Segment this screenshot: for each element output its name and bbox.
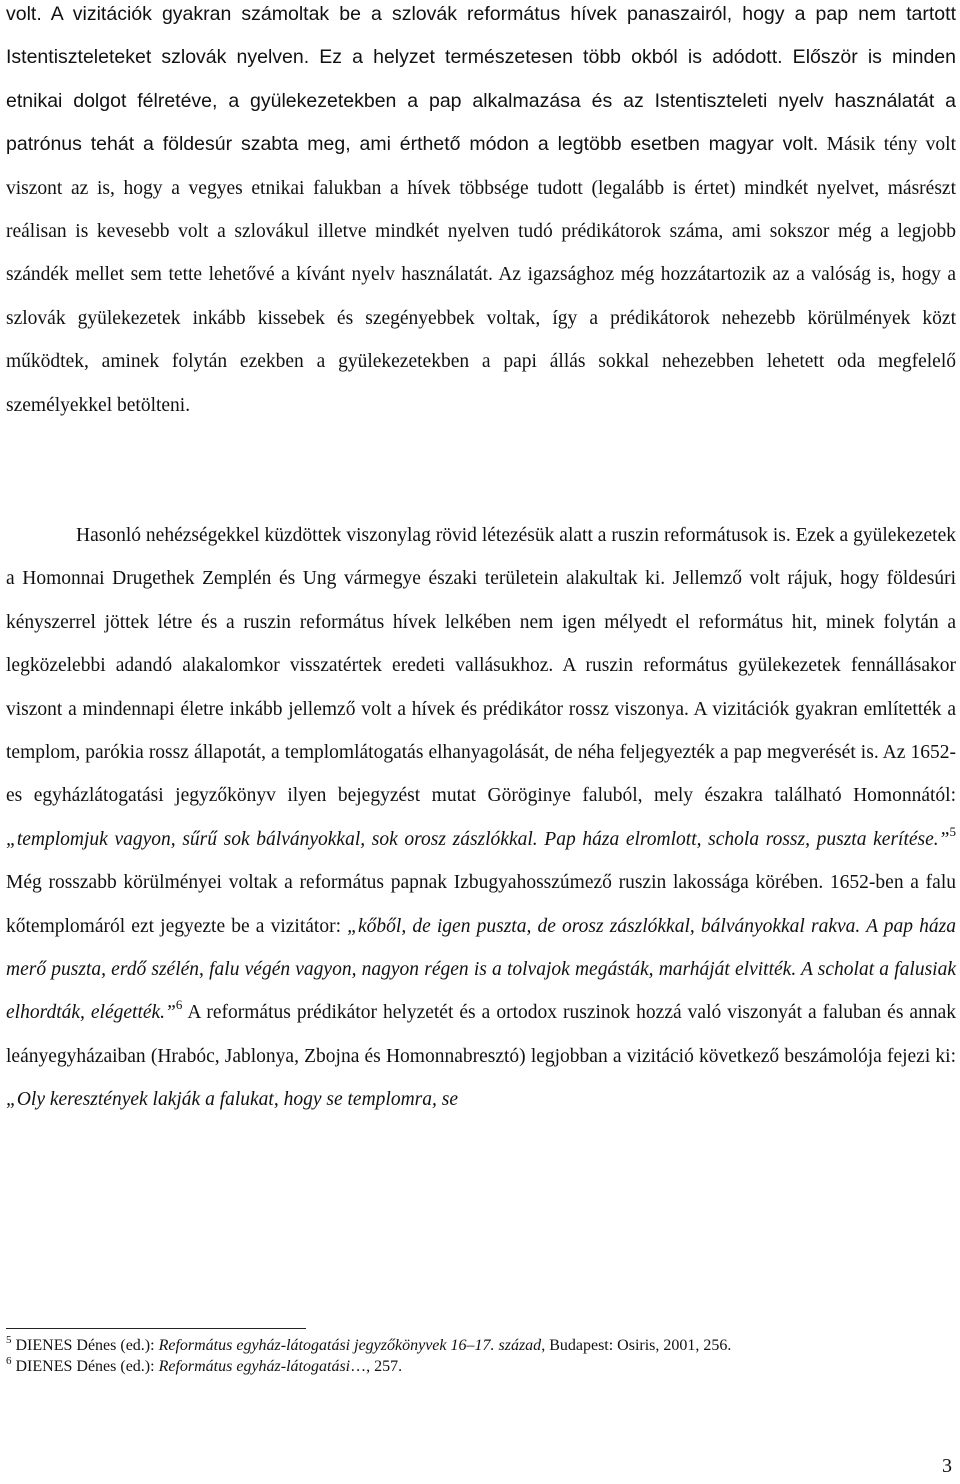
footnote-author: DIENES Dénes (ed.): bbox=[15, 1337, 159, 1354]
quote-izbugyahosszumezo: „kőből, de igen puszta, de orosz zászlókkal, bálványokkal rakva. A pap háza merő puszta, erdő szélén, falu végén vagyon, nagyon régen is a tolvajok megásták, marháját elvitték. A scholat a falusiak elhordták, elégették.” bbox=[6, 915, 957, 1024]
footnote-author: DIENES Dénes (ed.): bbox=[15, 1358, 159, 1375]
footnote-reference-5[interactable]: 5 bbox=[949, 823, 956, 839]
footnote-title: Református egyház-látogatási bbox=[158, 1358, 351, 1375]
footnote-rest: …, 257. bbox=[350, 1358, 403, 1375]
paragraph-2-text-2: Még rosszabb körülményei voltak a református papnak Izbugyahosszúmező ruszin lakossága körében. 1652-ben a falu kőtemplomáról ezt jegyezte be a vizitátor: bbox=[6, 872, 956, 937]
body-paragraph-1 bbox=[6, 0, 956, 427]
footnote-rest: , Budapest: Osiris, 2001, 256. bbox=[541, 1337, 732, 1354]
page-number: 3 bbox=[942, 1455, 952, 1477]
footnote-number: 5 bbox=[6, 1334, 12, 1346]
paragraph-2-text-1: Hasonló nehézségekkel küzdöttek viszonylag rövid létezésük alatt a ruszin reformátusok is. Ezek a gyülekezetek a Homonnai Drugethek Zemplén és Ung vármegye északi területein alakultak ki. Jellemző volt rájuk, hogy földesúri kényszerrel jöttek létre és a ruszin református hívek lelkében nem igen mélyedt el református hit, minek folytán a legközelebbi adandó alakalomkor visszatértek eredeti vallásukhoz. A ruszin református gyülekezetek fennállásakor viszont a mindennapi életre inkább jellemző volt a hívek és prédikátor rossz viszonya. A vizitációk gyakran említették a templom, parókia rossz állapotát, a templomlátogatás elhanyagolását, de néha feljegyezték a pap megverését is. Az 1652-es egyházlátogatási jegyzőkönyv ilyen bejegyzést mutat Göröginye faluból, mely északra található Homonnától: bbox=[6, 525, 956, 807]
quote-visitation-report: „Oly keresztények lakják a falukat, hogy se templomra, se bbox=[6, 1089, 458, 1111]
footnote-6 bbox=[6, 1356, 956, 1377]
footnote-5 bbox=[6, 1335, 956, 1356]
footnote-number: 6 bbox=[6, 1355, 12, 1367]
footnote-reference-6[interactable]: 6 bbox=[175, 997, 183, 1013]
footnote-separator bbox=[6, 1328, 306, 1329]
paragraph-2-text-3: A református prédikátor helyzetét és a ortodox ruszinok hozzá való viszonyát a faluban és annak leányegyházaiban (Hrabóc, Jablonya, Zbojna és Homonnabresztó) legjobban a vizitáció következő beszámolója fejezi ki: bbox=[6, 1002, 956, 1067]
paragraph-1-sans-text: volt. A vizitációk gyakran számoltak be a szlovák református hívek panaszairól, hogy a pap nem tartott Istentiszteleteket szlovák nyelven. Ez a helyzet természetesen több okból is adódott. Először is minden etnikai dolgot félretéve, a gyülekezetekben a pap alkalmazása és az Istentiszteleti nyelv használatát a patrónus tehát a földesúr szabta meg, ami érthető módon a legtöbb esetben magyar volt. bbox=[6, 3, 956, 156]
paragraph-1-serif-text: Másik tény volt viszont az is, hogy a vegyes etnikai falukban a hívek többsége tudott (legalább is értet) mindkét nyelvet, másrészt reálisan is kevesebb volt a szlovákul illetve mindkét nyelven tudó prédikátorok száma, ami sokszor még a legjobb szándék mellet sem tette lehetővé a kívánt nyelv használatát. Az igazsághoz még hozzátartozik az a valóság is, hogy a szlovák gyülekezetek inkább kissebek és szegényebbek voltak, így a prédikátorok nehezebb körülmények közt működtek, aminek folytán ezekben a gyülekezetekben a papi állás sokkal nehezebben lehetett oda megfelelő személyekkel betölteni. bbox=[6, 134, 956, 416]
body-paragraph-2 bbox=[6, 514, 956, 1122]
footnote-title: Református egyház-látogatási jegyzőkönyvek 16–17. század bbox=[158, 1337, 542, 1354]
quote-gorogonye: „templomjuk vagyon, sűrű sok bálványokkal, sok orosz zászlókkal. Pap háza elromlott, schola rossz, puszta kerítése.” bbox=[6, 828, 950, 850]
footnotes bbox=[6, 1335, 956, 1377]
